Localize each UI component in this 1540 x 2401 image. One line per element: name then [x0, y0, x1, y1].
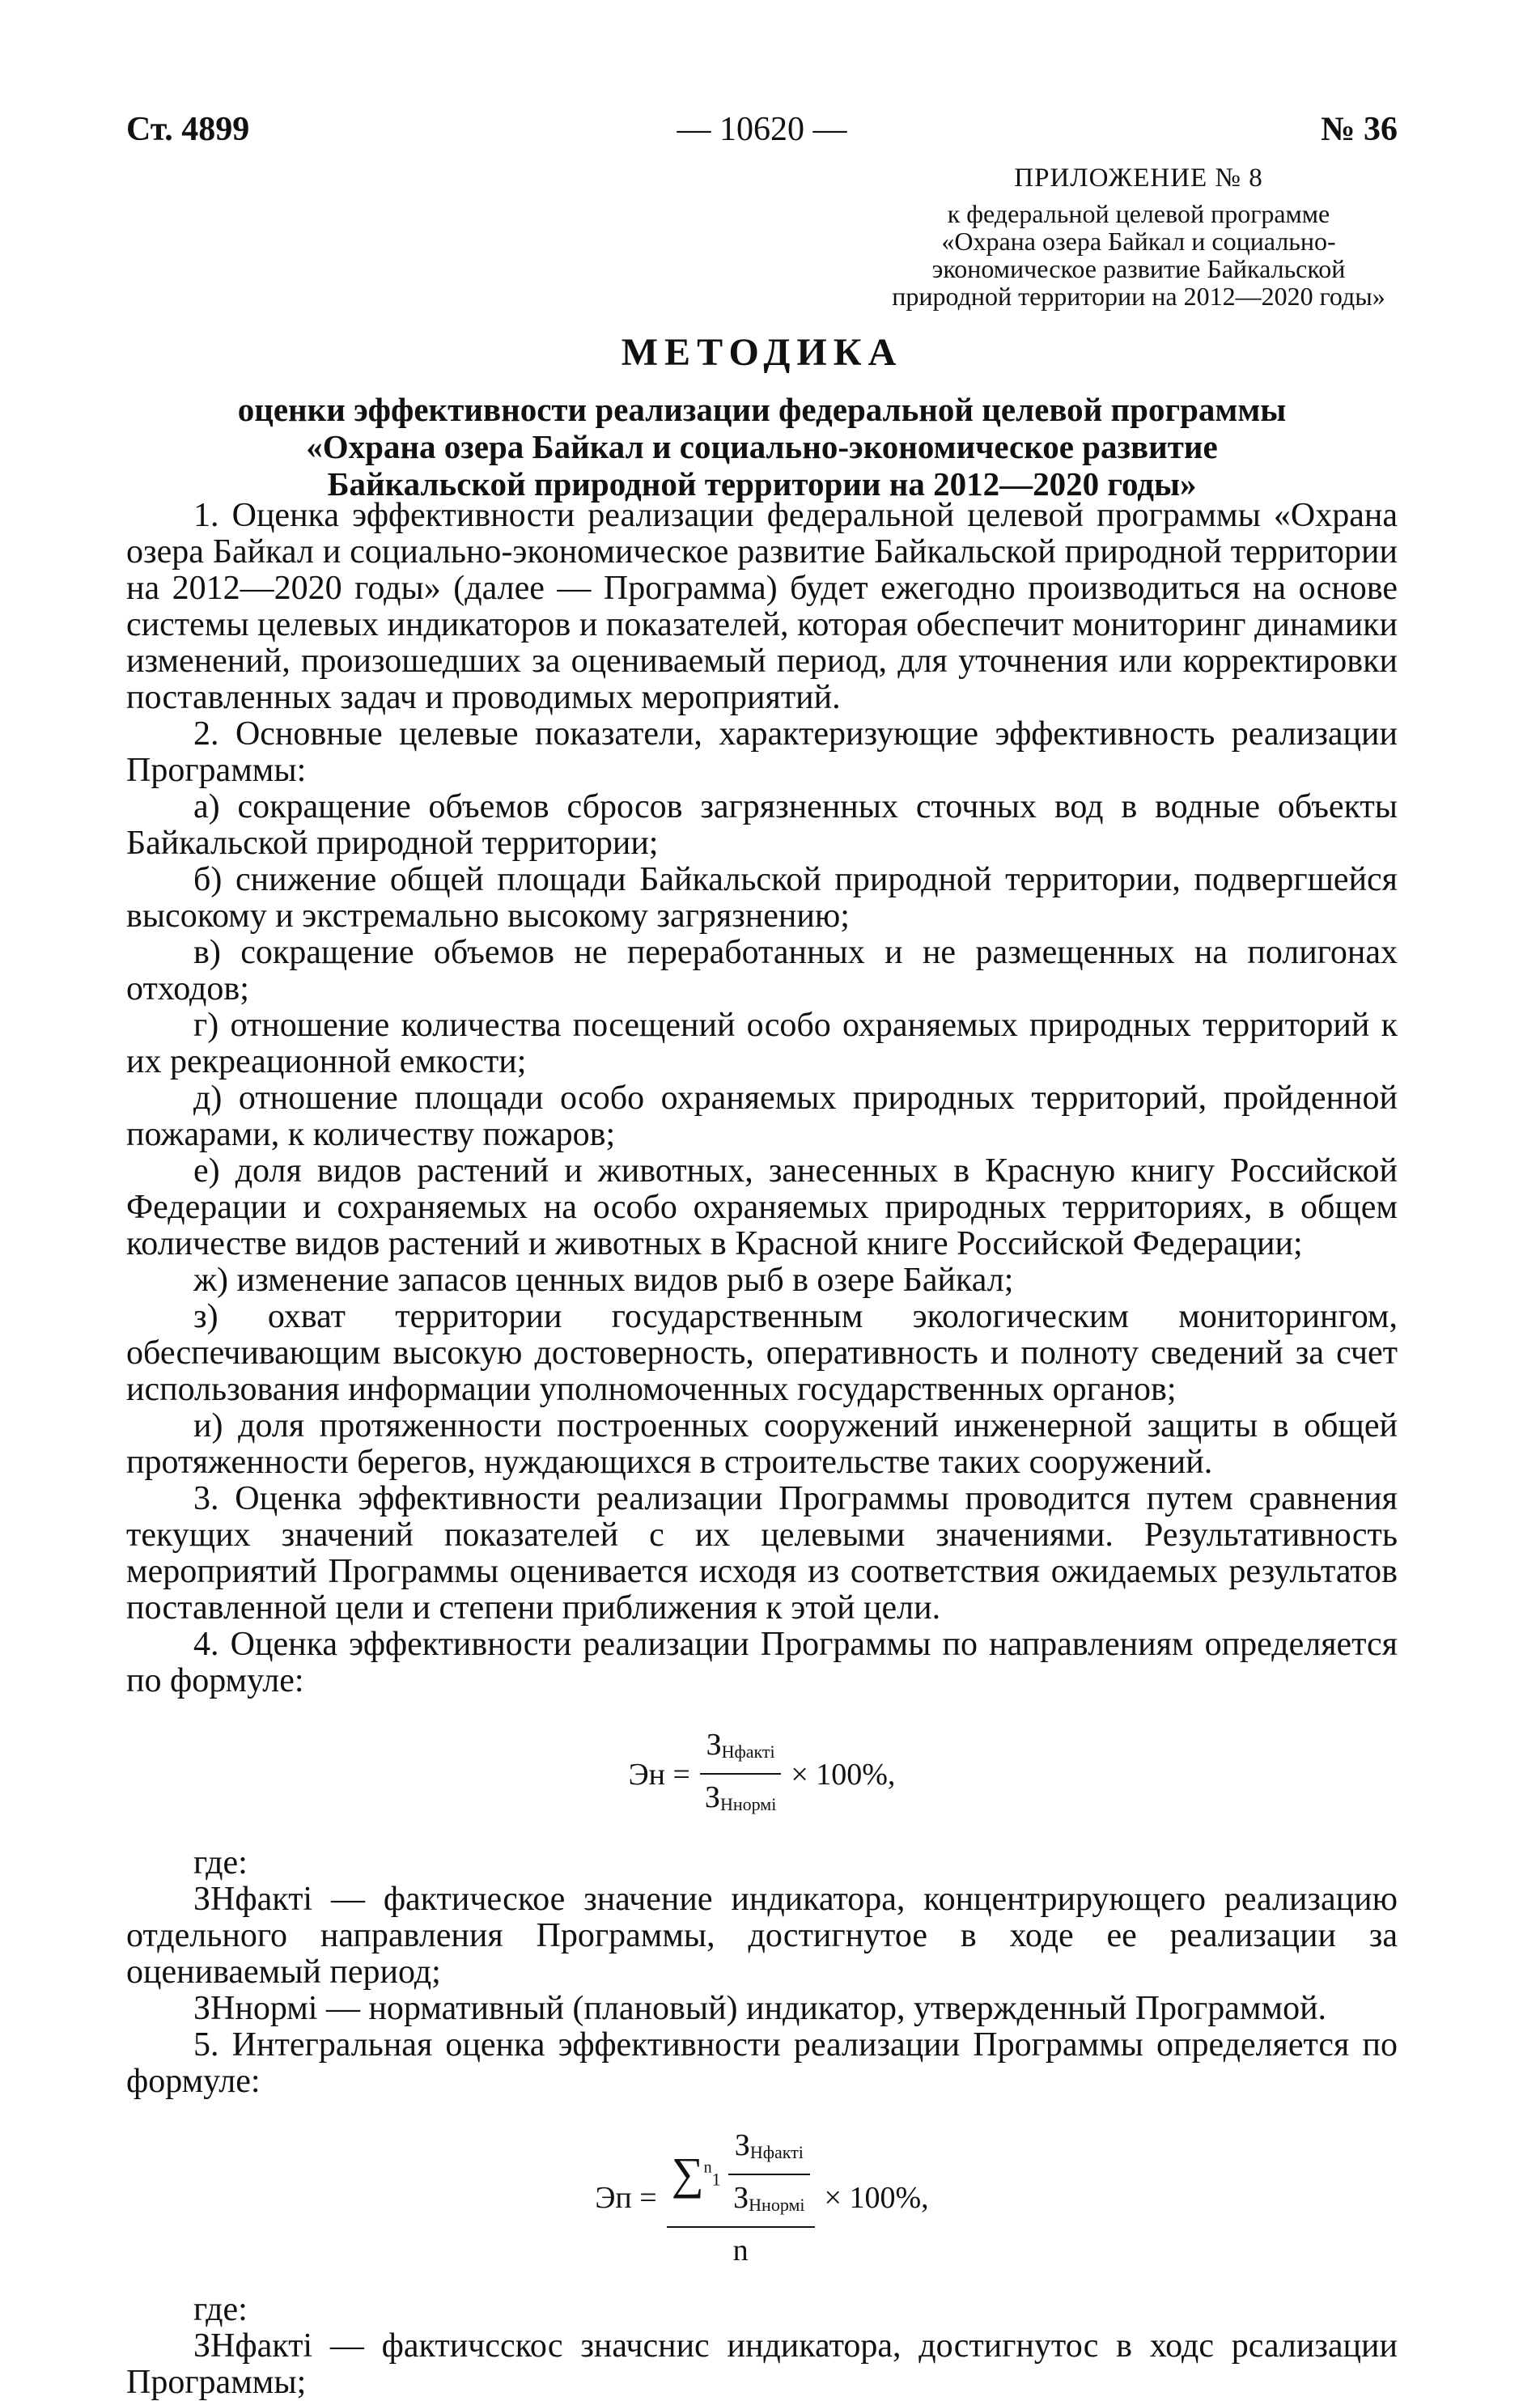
page-number: — 10620 —: [677, 111, 847, 148]
appendix-line: природной территории на 2012—2020 годы»: [892, 282, 1385, 311]
list-item-f: е) доля видов растений и животных, занесенных в Красную книгу Российской Федерации и сохраняемых на особо охраняемых природных территориях, в общем количестве видов растений и животных в Красной книге Российской Федерации;: [126, 1152, 1398, 1262]
definition-fact: ЗНфакті — фактическое значение индикатора, концентрирующего реализацию отдельного направления Программы, достигнутое в ходе ее реализации за оцениваемый период;: [126, 1881, 1398, 1991]
formula-outer-denominator: n: [732, 2233, 749, 2267]
formula-lhs: Эп: [595, 2181, 632, 2215]
appendix-line: «Охрана озера Байкал и социально-: [941, 227, 1336, 256]
formula-numerator: ЗНфакті: [700, 1727, 781, 1775]
paragraph-5: 5. Интегральная оценка эффективности реализации Программы определяется по формуле:: [126, 2026, 1398, 2100]
document-title: МЕТОДИКА: [621, 331, 903, 374]
document-body: [126, 498, 1398, 2401]
formula-outer-numerator: [667, 2127, 815, 2228]
article-number: Ст. 4899: [126, 111, 250, 148]
list-item-c: в) сокращение объемов не переработанных и не размещенных на полигонах отходов;: [126, 934, 1398, 1007]
paragraph-2: 2. Основные целевые показатели, характеризующие эффективность реализации Программы:: [126, 715, 1398, 789]
where-label: где:: [193, 1844, 248, 1881]
formula-equals: =: [639, 2181, 657, 2215]
paragraph-1: 1. Оценка эффективности реализации федеральной целевой программы «Охрана озера Байкал и социально-экономическое развитие Байкальской природной территории на 2012—2020 годы» (далее — Программа) будет ежегодно производиться на основе системы целевых индикаторов и показателей, которая обеспечит мониторинг динамики изменений, произошедших за оцениваемый период, для уточнения или корректировки поставленных задач и проводимых мероприятий.: [126, 497, 1398, 716]
formula-equals: =: [672, 1757, 690, 1792]
appendix-line: экономическое развитие Байкальской: [931, 254, 1346, 283]
formula-lhs: Эн: [628, 1757, 665, 1792]
formula-inner-fraction: [728, 2127, 809, 2223]
appendix-title: ПРИЛОЖЕНИЕ № 8: [1014, 163, 1263, 193]
sigma-upper: n: [703, 2158, 712, 2177]
document-title-block: [126, 330, 1398, 503]
sigma-lower: 1: [711, 2169, 721, 2190]
list-item-e: д) отношение площади особо охраняемых природных территорий, пройденной пожарами, к количеству пожаров;: [126, 1080, 1398, 1153]
document-subtitle-line: Байкальской природной территории на 2012—2020 годы»: [327, 465, 1197, 503]
formula-direction-efficiency: [126, 1727, 1398, 1822]
paragraph-4: 4. Оценка эффективности реализации Программы по направлениям определяется по формуле:: [126, 1626, 1398, 1699]
formula-fraction: [700, 1727, 781, 1822]
formula-multiplier: × 100%,: [791, 1757, 896, 1792]
list-item-a: а) сокращение объемов сбросов загрязненных сточных вод в водные объекты Байкальской природной территории;: [126, 788, 1398, 862]
formula-integral-efficiency: [126, 2127, 1398, 2269]
formula-inner-numerator: ЗНфакті: [728, 2127, 809, 2175]
formula-outer-fraction: [667, 2127, 815, 2269]
list-item-d: г) отношение количества посещений особо охраняемых природных территорий к их рекреационной емкости;: [126, 1007, 1398, 1080]
issue-number: № 36: [1321, 111, 1398, 148]
appendix-line: к федеральной целевой программе: [947, 199, 1330, 228]
formula-multiplier: × 100%,: [824, 2181, 929, 2215]
where-label: где:: [193, 2291, 248, 2328]
appendix-note: [880, 164, 1398, 310]
list-item-h: з) охват территории государственным экологическим мониторингом, обеспечивающим высокую достоверность, оперативность и полноту сведений за счет использования информации уполномоченных государственных органов;: [126, 1298, 1398, 1408]
definition-fact-integral: ЗНфакті — фактичсскос значснис индикатора, достигнутос в ходс рсализации Программы;: [126, 2327, 1398, 2401]
document-subtitle-line: «Охрана озера Байкал и социально-экономическое развитие: [306, 428, 1218, 465]
formula-denominator: ЗНнормі: [704, 1780, 777, 1814]
definition-norm: ЗНнормі — нормативный (плановый) индикатор, утвержденный Программой.: [193, 1990, 1327, 2027]
list-item-i: и) доля протяженности построенных сооружений инженерной защиты в общей протяженности берегов, нуждающихся в строительстве таких сооружений.: [126, 1407, 1398, 1481]
list-item-g: ж) изменение запасов ценных видов рыб в озере Байкал;: [193, 1262, 1014, 1299]
document-subtitle-line: оценки эффективности реализации федеральной целевой программы: [237, 391, 1287, 428]
list-item-b: б) снижение общей площади Байкальской природной территории, подвергшейся высокому и экстремально высокому загрязнению;: [126, 861, 1398, 935]
formula-inner-denominator: ЗНнормі: [733, 2181, 805, 2215]
paragraph-3: 3. Оценка эффективности реализации Программы проводится путем сравнения текущих значений показателей с их целевыми значениями. Результативность мероприятий Программы оценивается исходя из соответствия ожидаемых результатов поставленной цели и степени приближения к этой цели.: [126, 1480, 1398, 1627]
sigma-symbol: ∑: [671, 2149, 704, 2200]
page-header: [126, 110, 1398, 159]
